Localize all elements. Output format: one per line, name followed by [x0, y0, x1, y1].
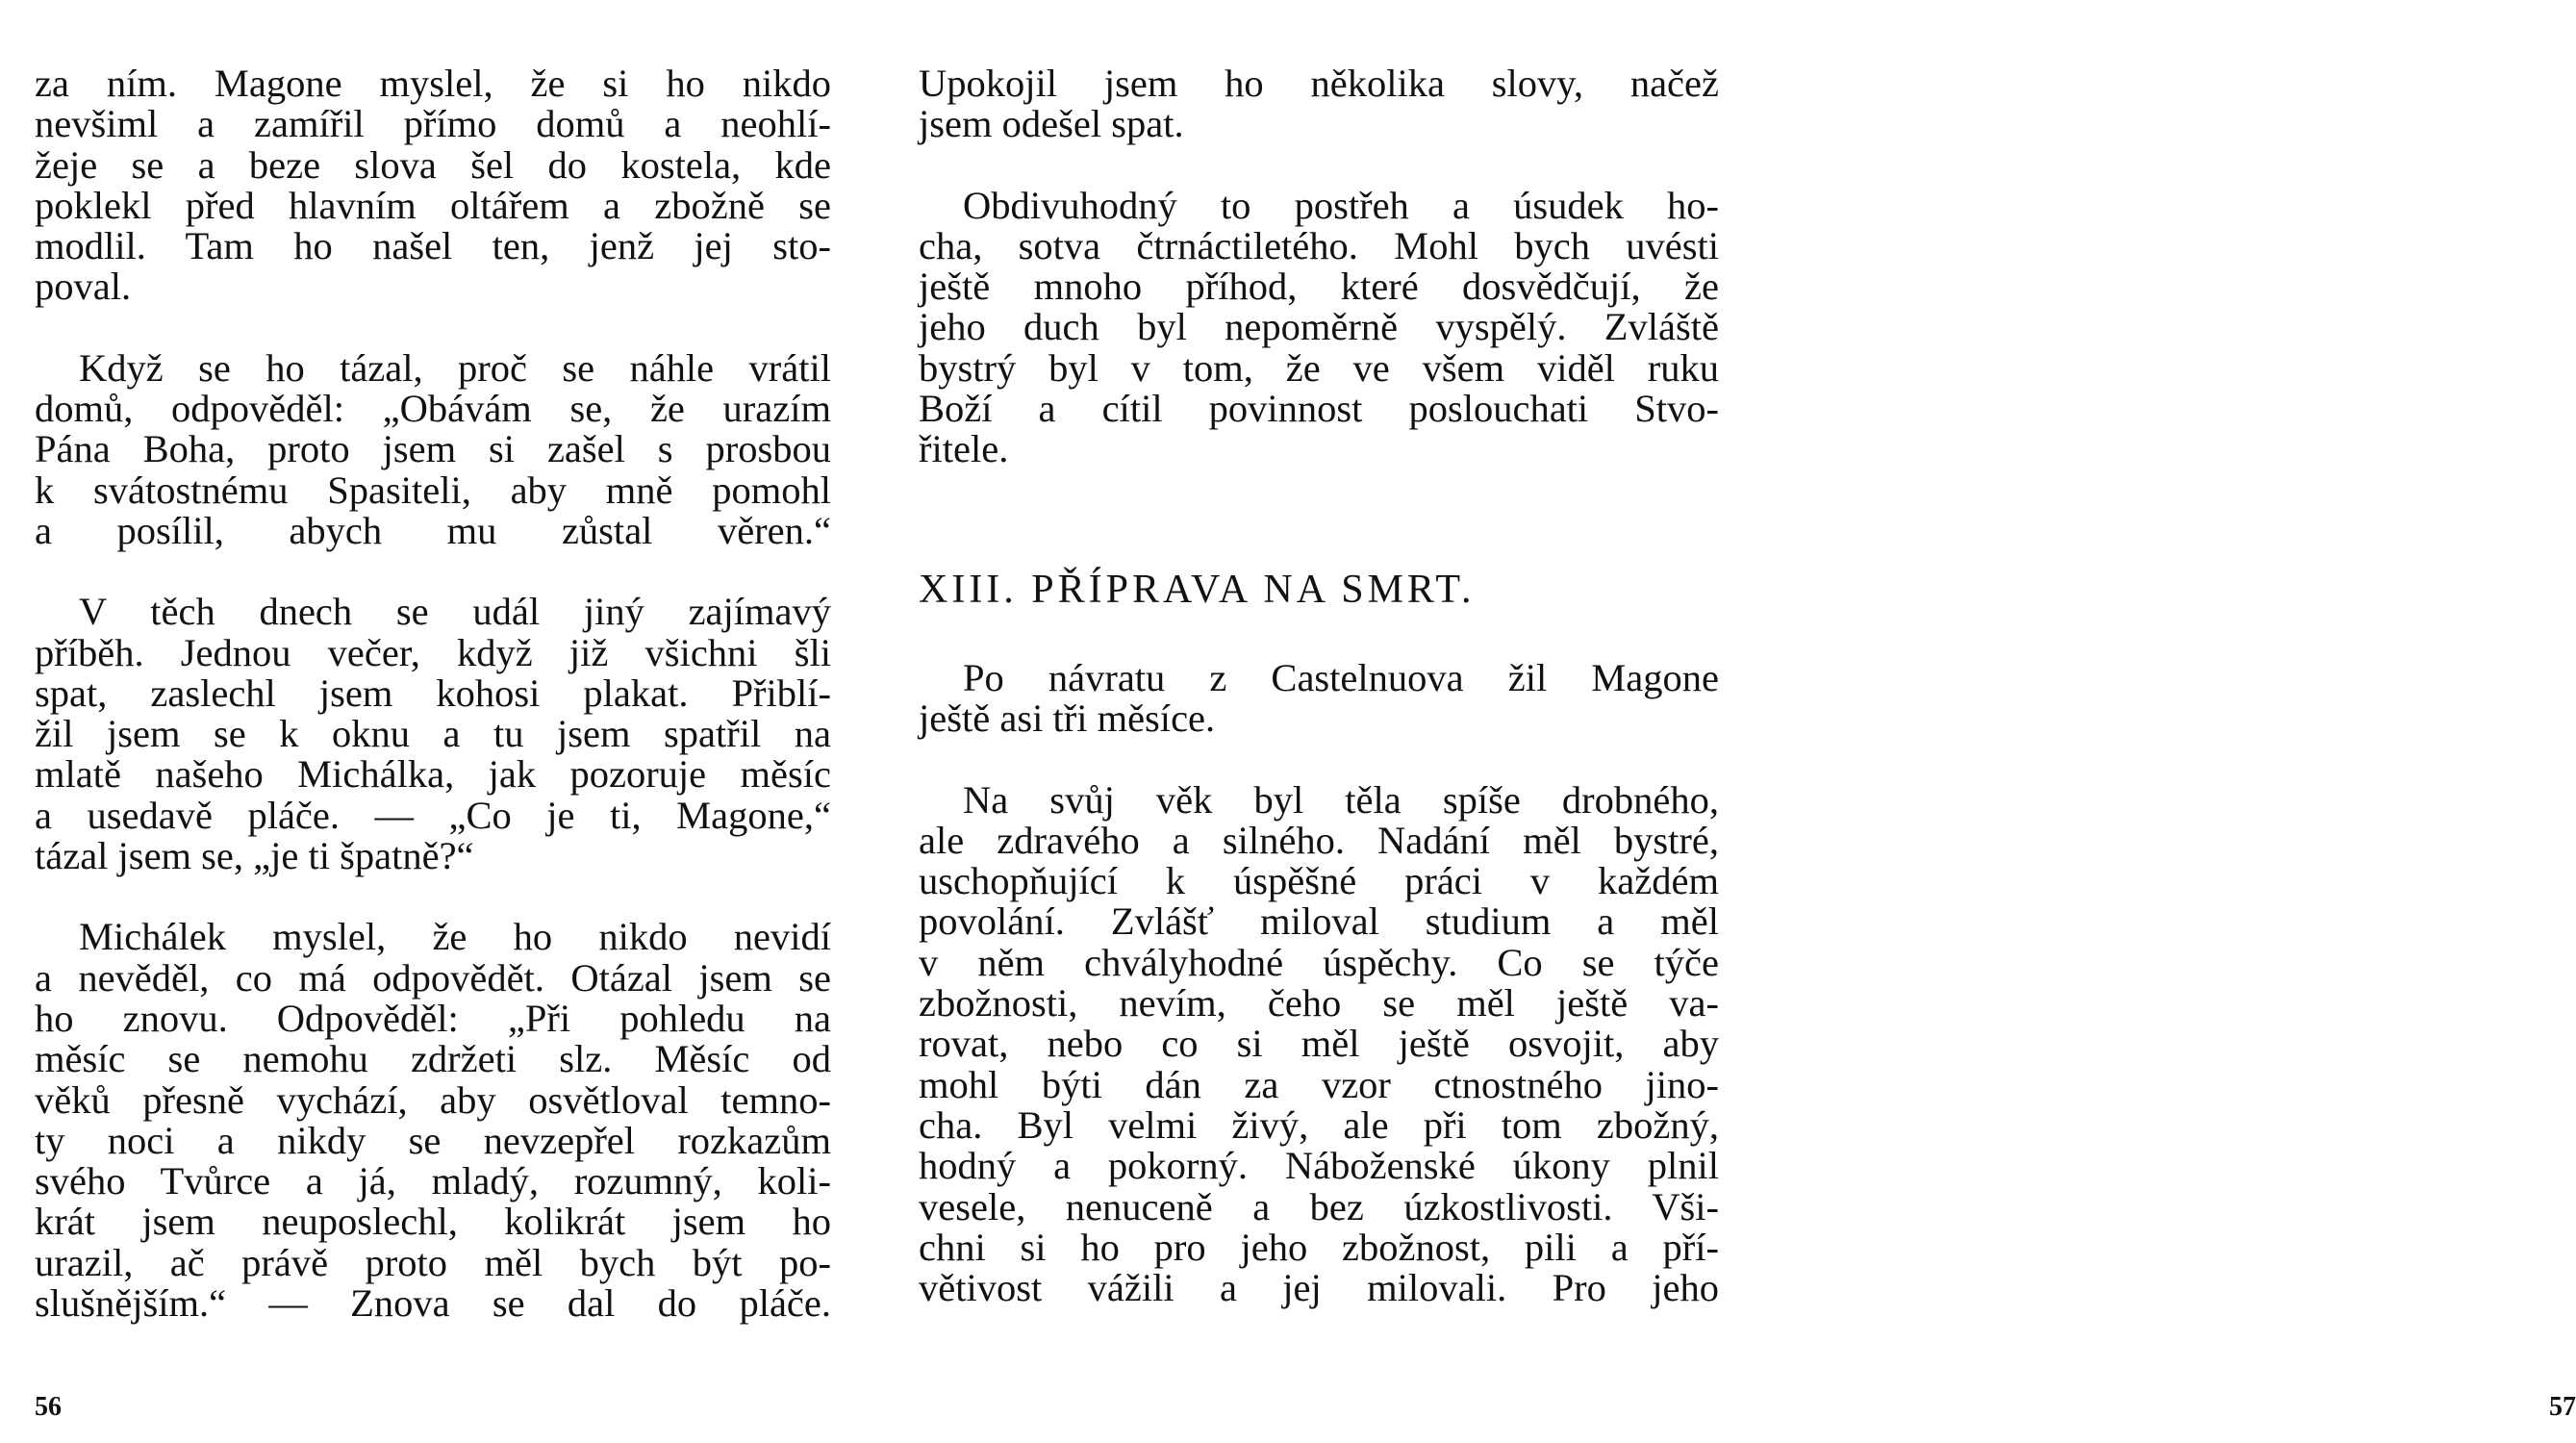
text-line: měsíc se nemohu zdržeti slz. Měsíc od [35, 1037, 831, 1081]
text-line: cha, sotva čtrnáctiletého. Mohl bych uvésti [919, 223, 1719, 267]
text-line: krát jsem neuposlechl, kolikrát jsem ho [35, 1200, 831, 1244]
paragraph [919, 63, 1719, 145]
text-line: a usedavě pláče. — „Co je ti, Magone,“ [35, 793, 831, 837]
text-line: věků přesně vychází, aby osvětloval temno- [35, 1077, 831, 1122]
paragraph [35, 917, 831, 1324]
text-line: mlatě našeho Michálka, jak pozoruje měsíc [35, 752, 831, 797]
text-line: ještě asi tři měsíce. [919, 696, 1216, 741]
text-line: řitele. [919, 427, 1009, 471]
text-line: V těch dnech se udál jiný zajímavý [79, 590, 831, 634]
left-page [0, 0, 866, 1443]
text-line: vesele, nenuceně a bez úzkostlivosti. Vši- [919, 1184, 1719, 1228]
text-line: modlil. Tam ho našel ten, jenž jej sto- [35, 224, 831, 268]
text-line: větivost vážili a jej milovali. Pro jeho [919, 1266, 1719, 1310]
text-line: slušnějším.“ — Znova se dal do pláče. [35, 1281, 831, 1326]
text-line: poklekl před hlavním oltářem a zbožně se [35, 183, 831, 227]
paragraph [35, 345, 831, 552]
text-line: jsem odešel spat. [919, 102, 1184, 146]
text-line: žeje se a beze slova šel do kostela, kde [35, 142, 831, 187]
paragraph [919, 183, 1719, 471]
text-line: Na svůj věk byl těla spíše drobného, [963, 777, 1719, 822]
text-line: bystrý byl v tom, že ve všem viděl ruku [919, 345, 1719, 390]
text-line: mohl býti dán za vzor ctnostného jino- [919, 1062, 1719, 1106]
text-line: Když se ho tázal, proč se náhle vrátil [79, 345, 831, 390]
text-line: k svátostnému Spasiteli, aby mně pomohl [35, 468, 831, 512]
text-line: spat, zaslechl jsem kohosi plakat. Přiblí- [35, 671, 831, 715]
chapter-heading: XIII. PŘÍPRAVA NA SMRT. [919, 568, 1476, 612]
left-page-text [35, 63, 831, 1324]
text-line: ještě mnoho příhod, které dosvědčují, že [919, 265, 1719, 309]
text-line: tázal jsem se, „je ti špatně?“ [35, 834, 474, 878]
right-page [866, 0, 2576, 1443]
text-line: ho znovu. Odpověděl: „Při pohledu na [35, 996, 831, 1040]
text-line: svého Tvůrce a já, mladý, rozumný, koli- [35, 1159, 831, 1203]
paragraph [919, 777, 1719, 1310]
page-number: 56 [35, 1392, 62, 1422]
text-line: ty noci a nikdy se nevzepřel rozkazům [35, 1118, 831, 1162]
text-line: Obdivuhodný to postřeh a úsudek ho- [963, 183, 1719, 227]
text-line: rovat, nebo co si měl ještě osvojit, aby [919, 1022, 1719, 1066]
text-line: Boží a cítil povinnost poslouchati Stvo- [919, 387, 1719, 431]
text-line: žil jsem se k oknu a tu jsem spatřil na [35, 712, 831, 756]
text-line: Michálek myslel, že ho nikdo nevidí [79, 915, 831, 959]
text-line: nevšiml a zamířil přímo domů a neohlí- [35, 102, 831, 146]
text-line: Upokojil jsem ho několika slovy, načež [919, 62, 1719, 105]
text-line: chni si ho pro jeho zbožnost, pili a pří- [919, 1225, 1719, 1269]
text-line: povolání. Zvlášť miloval studium a měl [919, 899, 1719, 944]
right-page-text-upper [919, 63, 1719, 470]
text-line: cha. Byl velmi živý, ale při tom zbožný, [919, 1102, 1719, 1147]
text-line: Po návratu z Castelnuova žil Magone [963, 656, 1719, 699]
paragraph [919, 658, 1719, 740]
text-line: hodný a pokorný. Náboženské úkony plnil [919, 1144, 1719, 1188]
text-line: za ním. Magone myslel, že si ho nikdo [35, 62, 831, 105]
text-line: domů, odpověděl: „Obávám se, že urazím [35, 387, 831, 431]
text-line: v něm chvályhodné úspěchy. Co se týče [919, 940, 1719, 984]
text-line: ale zdravého a silného. Nadání měl bystré, [919, 818, 1719, 862]
text-line: zbožnosti, nevím, čeho se měl ještě va- [919, 981, 1719, 1025]
text-line: jeho duch byl nepoměrně vyspělý. Zvláště [919, 305, 1719, 349]
text-line: uschopňující k úspěšné práci v každém [919, 859, 1719, 903]
text-line: Pána Boha, proto jsem si zašel s prosbou [35, 427, 831, 471]
text-line: příběh. Jednou večer, když již všichni šli [35, 630, 831, 674]
text-line: urazil, ač právě proto měl bych být po- [35, 1240, 831, 1284]
paragraph [35, 63, 831, 308]
text-line: a nevěděl, co má odpovědět. Otázal jsem se [35, 955, 831, 1000]
right-page-text-lower [919, 658, 1719, 1308]
text-line: a posílil, abych mu zůstal věren.“ [35, 508, 831, 552]
page-number: 57 [2549, 1392, 2576, 1422]
text-line: poval. [35, 265, 132, 309]
paragraph [35, 592, 831, 876]
